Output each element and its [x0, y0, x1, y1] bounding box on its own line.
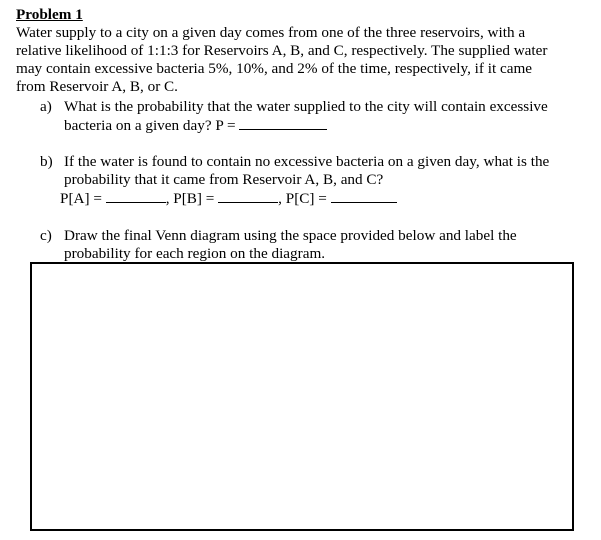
intro-line-4: from Reservoir A, B, or C.	[16, 78, 178, 95]
part-c-line-2: probability for each region on the diagram.	[64, 245, 326, 262]
part-c-label: c)	[40, 227, 52, 244]
answer-blank-p[interactable]	[239, 116, 327, 130]
part-b-answers	[60, 189, 397, 208]
intro-line-3: may contain excessive bacteria 5%, 10%, and 2% of the time, respectively, if it came	[16, 60, 533, 77]
intro-line-2: relative likelihood of 1:1:3 for Reservoirs A, B, and C, respectively. The supplied water	[16, 42, 548, 59]
part-c-line-1: Draw the final Venn diagram using the space provided below and label the	[64, 227, 517, 244]
pa-label: P[A] =	[60, 190, 106, 207]
answer-blank-pb[interactable]	[218, 189, 278, 203]
answer-blank-pa[interactable]	[106, 189, 166, 203]
pc-label: , P[C] =	[278, 190, 331, 207]
part-b-label: b)	[40, 153, 53, 170]
part-a-line-1: What is the probability that the water supplied to the city will contain excessive	[64, 98, 548, 115]
part-a-question: bacteria on a given day? P =	[64, 117, 240, 134]
part-b-line-1: If the water is found to contain no excessive bacteria on a given day, what is the	[64, 153, 550, 170]
part-a-label: a)	[40, 98, 52, 115]
answer-blank-pc[interactable]	[331, 189, 397, 203]
part-b-line-2: probability that it came from Reservoir A, B, and C?	[64, 171, 384, 188]
venn-diagram-drawing-area[interactable]	[30, 262, 574, 531]
part-a-line-2	[64, 116, 327, 135]
pb-label: , P[B] =	[165, 190, 219, 207]
intro-line-1: Water supply to a city on a given day comes from one of the three reservoirs, with a	[16, 24, 526, 41]
problem-title: Problem 1	[16, 6, 83, 23]
